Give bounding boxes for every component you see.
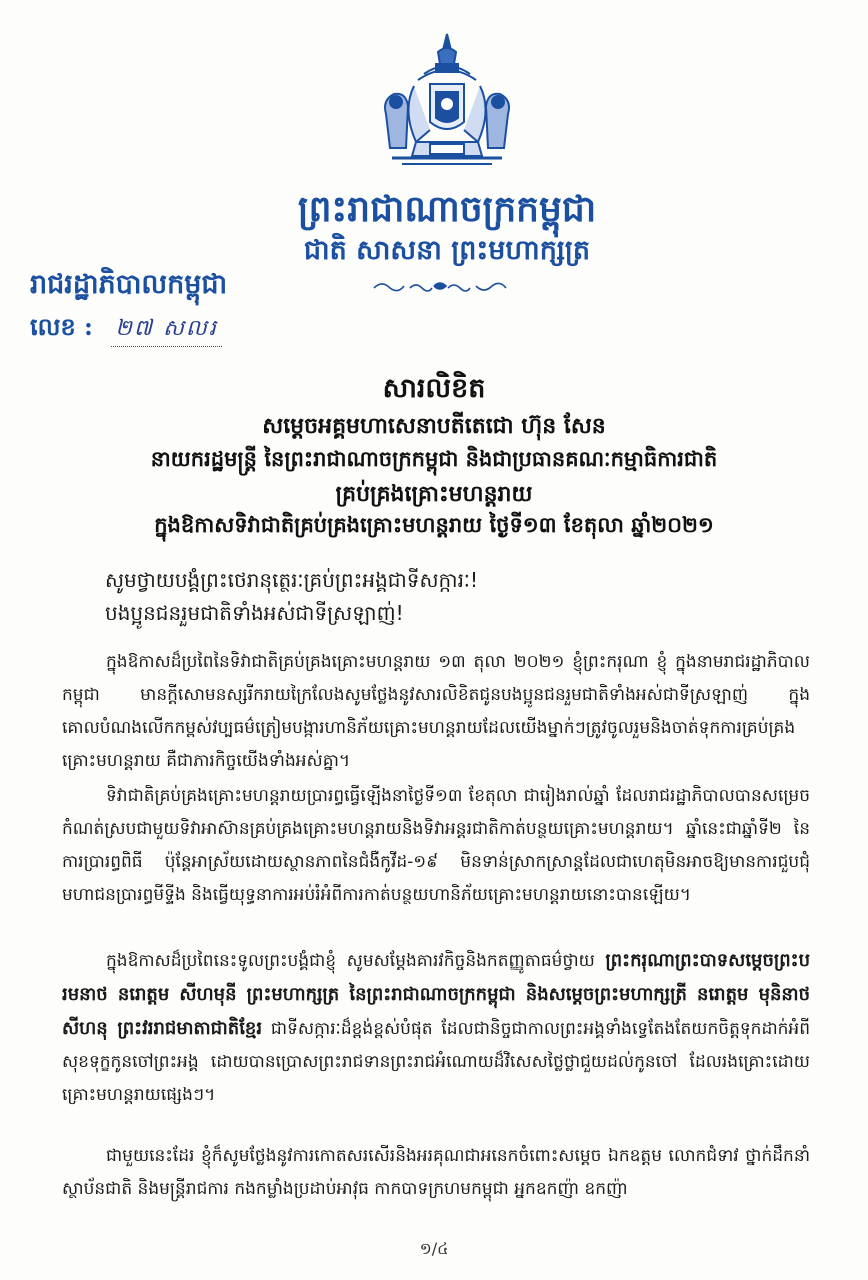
paragraph-text: ទិវាជាតិគ្រប់គ្រងគ្រោះមហន្តរាយប្រារព្ធធ្វើឡើងនាថ្ងៃទី១៣ ខែតុលា ជារៀងរាល់ឆ្នាំ ដែលរាជរដ្ឋាភិបាលបានសម្រេចកំណត់ស្របជាមួយទិវាអាស៊ានគ្រប់គ្រងគ្រោះមហន្តរាយនិងទិវាអន្តរជាតិកាត់បន្ថយគ្រោះមហន្តរាយ។ ឆ្នាំនេះជាឆ្នាំទី២ នៃការប្រារព្ធពិធី ប៉ុន្តែអាស្រ័យដោយស្ថានភាពនៃជំងឺកូវីដ-១៩ មិនទាន់ស្រាកស្រាន្តដែលជាហេតុមិនអាចឱ្យមានការជួបជុំមហាជនប្រារព្ធមីទ្ទីង និងធ្វើយុទ្ធនាការអប់រំអំពីការកាត់បន្ថយហានិភ័យគ្រោះមហន្តរាយនោះបានឡើយ។ bbox=[62, 786, 810, 905]
body-paragraph-2 bbox=[62, 780, 810, 912]
body-paragraph-3 bbox=[62, 944, 810, 1112]
body-paragraph-1 bbox=[62, 646, 810, 778]
reference-number: ២៧ សលរ bbox=[111, 314, 222, 347]
page-number: ១/៤ bbox=[419, 1239, 449, 1258]
government-name: រាជរដ្ឋាភិបាលកម្ពុជា bbox=[30, 269, 228, 300]
paragraph-text bbox=[62, 944, 810, 1112]
royal-arms-of-cambodia-icon bbox=[372, 30, 522, 180]
royal-names: ព្រះករុណាព្រះបាទសម្តេចព្រះបរមនាថ នរោត្តម សីហមុនី ព្រះមហាក្សត្រ នៃព្រះរាជាណាចក្រកម្ពុជា និងសម្តេចព្រះមហាក្សត្រី នរោត្តម មុនិនាថ សីហនុ ព្រះវររាជមាតាជាតិខ្មែរ bbox=[62, 950, 810, 1039]
reference-line bbox=[30, 312, 222, 347]
national-motto: ជាតិ សាសនា ព្រះមហាក្សត្រ bbox=[303, 235, 591, 266]
document-type-title: សារលិខិត bbox=[382, 373, 486, 404]
paragraph-3-intro: ក្នុងឱកាសដ៏ប្រពៃនេះទូលព្រះបង្គំជាខ្ញុំ សូមសម្តែងគារវកិច្ចនិងកតញ្ញូតាធម៌ថ្វាយ bbox=[106, 951, 606, 971]
khmer-ornament-divider-icon bbox=[370, 278, 510, 296]
title-line-1: សម្តេចអគ្គមហាសេនាបតីតេជោ ហ៊ុន សែន bbox=[262, 413, 606, 439]
salutation-citizens: បងប្អូនជនរួមជាតិទាំងអស់ជាទីស្រឡាញ់! bbox=[105, 601, 404, 625]
paragraph-text: ជាមួយនេះដែរ ខ្ញុំក៏សូមថ្លែងនូវការកោតសរសើរនិងអរគុណជាអនេកចំពោះសម្តេច ឯកឧត្តម លោកជំទាវ ថ្នាក់ដឹកនាំស្ថាប័នជាតិ និងមន្ត្រីរាជការ កងកម្លាំងប្រដាប់អាវុធ កាកបាទក្រហមកម្ពុជា អ្នកឧកញ៉ា ឧកញ៉ា bbox=[62, 1146, 810, 1199]
kingdom-title: ព្រះរាជាណាចក្រកម្ពុជា bbox=[297, 188, 597, 230]
body-paragraph-4 bbox=[62, 1140, 810, 1206]
title-line-2: នាយករដ្ឋមន្ត្រី នៃព្រះរាជាណាចក្រកម្ពុជា និងជាប្រធានគណៈកម្មាធិការជាតិ bbox=[150, 446, 718, 471]
paragraph-text: ក្នុងឱកាសដ៏ប្រពៃនៃទិវាជាតិគ្រប់គ្រងគ្រោះមហន្តរាយ ១៣ តុលា ២០២១ ខ្ញុំព្រះករុណា ខ្ញុំ ក្នុងនាមរាជរដ្ឋាភិបាលកម្ពុជា មានក្តីសោមនស្សរីករាយក្រៃលែងសូមថ្លែងនូវសារលិខិតជូនបងប្អូនជនរួមជាតិទាំងអស់ជាទីស្រឡាញ់ ក្នុងគោលបំណងលើកកម្ពស់វប្បធម៌ត្រៀមបង្ការហានិភ័យគ្រោះមហន្តរាយដែលយើងម្នាក់ៗត្រូវចូលរួមនិងចាត់ទុកការគ្រប់គ្រងគ្រោះមហន្តរាយ គឺជាភារកិច្ចយើងទាំងអស់គ្នា។ bbox=[62, 652, 810, 771]
salutation-monks: សូមថ្វាយបង្គំព្រះថេរានុត្ថេរៈគ្រប់ព្រះអង្គជាទីសក្ការៈ! bbox=[105, 568, 479, 592]
title-line-3: គ្រប់គ្រងគ្រោះមហន្តរាយ bbox=[335, 481, 533, 507]
title-line-4: ក្នុងឱកាសទិវាជាតិគ្រប់គ្រងគ្រោះមហន្តរាយ ថ្ងៃទី១៣ ខែតុលា ឆ្នាំ២០២១ bbox=[154, 512, 714, 537]
paragraph-3-rest: ជាទីសក្ការៈដ៏ខ្ពង់ខ្ពស់បំផុត ដែលជានិច្ចជាកាលព្រះអង្គទាំងទ្វេតែងតែយកចិត្តទុកដាក់អំពីសុខទុក្ខកូនចៅព្រះអង្គ ដោយបានប្រោសព្រះរាជទានព្រះរាជអំណោយដ៏វិសេសថ្លៃថ្លាជួយដល់កូនចៅ ដែលរងគ្រោះដោយគ្រោះមហន្តរាយផ្សេងៗ។ bbox=[62, 1019, 810, 1105]
reference-label: លេខ : bbox=[30, 312, 93, 341]
